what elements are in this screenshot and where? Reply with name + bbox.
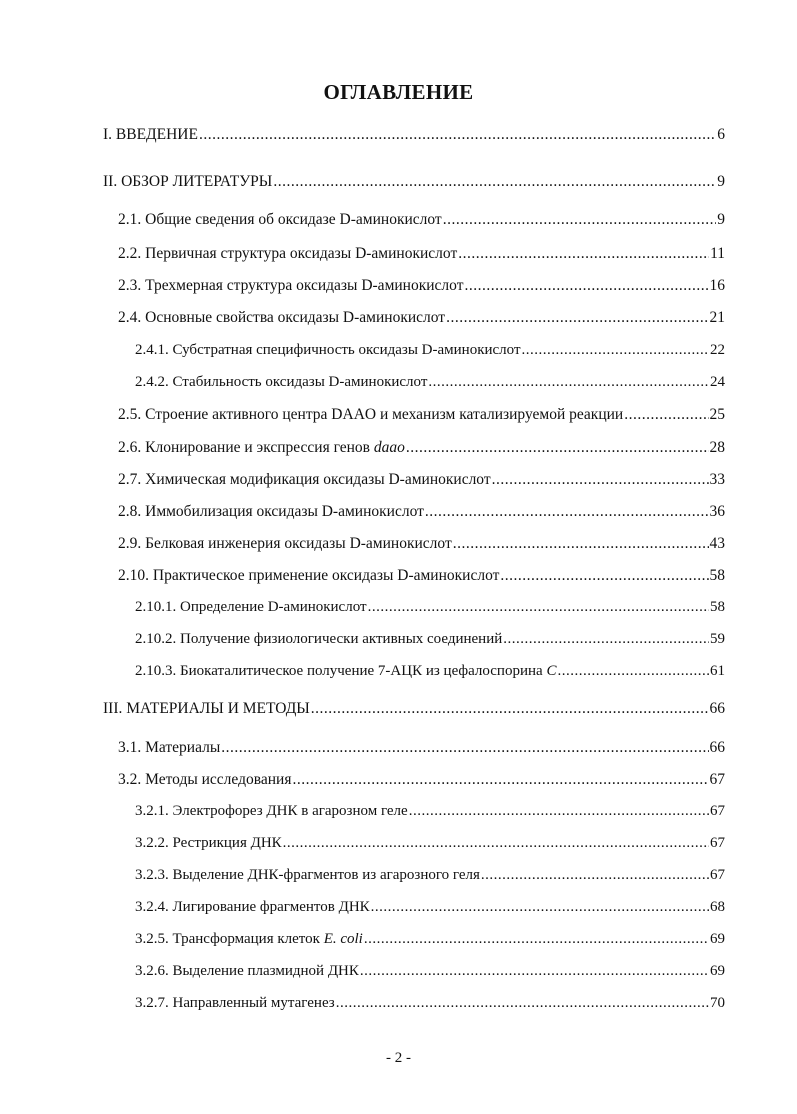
dot-leader: [409, 803, 709, 820]
toc-entry-page: 22: [710, 342, 725, 358]
toc-entry-page: 58: [710, 599, 725, 615]
toc-entry-label: 3.2.7. Направленный мутагенез: [135, 995, 335, 1011]
toc-entry-page: 43: [709, 535, 725, 552]
toc-entry-label-italic: C: [546, 663, 557, 679]
dot-leader: [371, 899, 709, 916]
toc-entry[interactable]: [118, 211, 725, 229]
dot-leader: [458, 245, 709, 263]
toc-entry-label: 2.4. Основные свойства оксидазы D-аминокислот: [118, 309, 446, 326]
toc-entry-label: 3.2.1. Электрофорез ДНК в агарозном геле: [135, 803, 408, 819]
toc-entry-page: 67: [710, 867, 725, 883]
toc-entry[interactable]: [118, 739, 725, 757]
toc-entry[interactable]: [135, 663, 725, 680]
toc-entry-page: 70: [710, 995, 725, 1011]
toc-entry-label: 3.2.4. Лигирование фрагментов ДНК: [135, 899, 370, 915]
dot-leader: [406, 439, 709, 457]
toc-entry-page: 9: [717, 211, 725, 228]
dot-leader: [428, 374, 709, 391]
toc-entry-label: II. ОБЗОР ЛИТЕРАТУРЫ: [103, 173, 273, 190]
dot-leader: [283, 835, 709, 852]
dot-leader: [492, 471, 709, 489]
toc-entry[interactable]: [118, 406, 725, 424]
toc-entry-label: 2.6. Клонирование и экспрессия генов daao: [118, 439, 405, 456]
toc-entry[interactable]: [135, 931, 725, 948]
toc-entry-label: 2.7. Химическая модификация оксидазы D-аминокислот: [118, 471, 491, 488]
toc-entry-page: 58: [709, 567, 725, 584]
dot-leader: [453, 535, 709, 553]
page-title: ОГЛАВЛЕНИЕ: [323, 80, 474, 104]
toc-entry-label: I. ВВЕДЕНИЕ: [103, 126, 198, 143]
toc-entry[interactable]: [118, 277, 725, 295]
dot-leader: [311, 700, 709, 718]
dot-leader: [360, 963, 709, 980]
toc-entry[interactable]: [118, 567, 725, 585]
dot-leader: [557, 663, 709, 680]
toc-entry-page: 59: [710, 631, 725, 647]
toc-entry-label: 2.10.2. Получение физиологически активных соединений: [135, 631, 503, 647]
dot-leader: [336, 995, 709, 1012]
toc-entry-page: 66: [709, 700, 725, 717]
toc-entry[interactable]: [135, 963, 725, 980]
toc-entry-page: 69: [710, 931, 725, 947]
dot-leader: [292, 771, 708, 789]
toc-entry-page: 67: [710, 835, 725, 851]
dot-leader: [464, 277, 708, 295]
toc-entry[interactable]: [135, 803, 725, 820]
toc-entry-page: 6: [717, 126, 725, 143]
toc-entry-page: 11: [710, 245, 725, 262]
toc-entry-label: 2.4.2. Стабильность оксидазы D-аминокислот: [135, 374, 428, 390]
toc-entry[interactable]: [135, 867, 725, 884]
toc-entry-page: 67: [709, 771, 725, 788]
toc-entry-label: 3.2.6. Выделение плазмидной ДНК: [135, 963, 359, 979]
toc-entry-label: 2.8. Иммобилизация оксидазы D-аминокислот: [118, 503, 424, 520]
toc-entry-page: 28: [709, 439, 725, 456]
toc-entry[interactable]: [103, 173, 725, 191]
toc-entry-label: 3.2. Методы исследования: [118, 771, 292, 788]
dot-leader: [522, 342, 709, 359]
dot-leader: [446, 309, 708, 327]
dot-leader: [503, 631, 709, 648]
dot-leader: [368, 599, 709, 616]
toc-entry-page: 25: [709, 406, 725, 423]
toc-entry[interactable]: [103, 126, 725, 144]
toc-entry-label: 2.10. Практическое применение оксидазы D-аминокислот: [118, 567, 500, 584]
dot-leader: [500, 567, 708, 585]
toc-entry[interactable]: [135, 342, 725, 359]
toc-entry-label: 3.2.5. Трансформация клеток E. coli: [135, 931, 363, 947]
toc-entry-label: 3.2.2. Рестрикция ДНК: [135, 835, 282, 851]
toc-entry[interactable]: [103, 700, 725, 718]
toc-entry-label: 2.4.1. Субстратная специфичность оксидазы D-аминокислот: [135, 342, 521, 358]
dot-leader: [624, 406, 708, 424]
toc-entry[interactable]: [118, 245, 725, 263]
toc-entry-page: 67: [710, 803, 725, 819]
page-number: - 2 -: [386, 1050, 411, 1066]
toc-entry-page: 68: [710, 899, 725, 915]
dot-leader: [481, 867, 709, 884]
toc-entry[interactable]: [135, 899, 725, 916]
toc-entry[interactable]: [135, 835, 725, 852]
dot-leader: [443, 211, 717, 229]
toc-entry[interactable]: [118, 309, 725, 327]
toc-entry-label: 2.10.3. Биокаталитическое получение 7-АЦК из цефалоспорина C: [135, 663, 557, 679]
toc-entry-page: 69: [710, 963, 725, 979]
toc-entry-label-italic: E. coli: [323, 931, 363, 947]
toc-entry[interactable]: [118, 771, 725, 789]
toc-entry[interactable]: [118, 503, 725, 521]
toc-entry[interactable]: [135, 631, 725, 648]
dot-leader: [221, 739, 708, 757]
toc-entry-label: 2.3. Трехмерная структура оксидазы D-аминокислот: [118, 277, 464, 294]
toc-entry[interactable]: [118, 439, 725, 457]
toc-entry[interactable]: [135, 995, 725, 1012]
dot-leader: [364, 931, 709, 948]
toc-entry-label: 3.2.3. Выделение ДНК-фрагментов из агарозного геля: [135, 867, 480, 883]
toc-entry-label: 2.5. Строение активного центра DAAO и механизм катализируемой реакции: [118, 406, 624, 423]
toc-entry-page: 16: [709, 277, 725, 294]
toc-entry[interactable]: [118, 535, 725, 553]
toc-entry-label: 2.2. Первичная структура оксидазы D-аминокислот: [118, 245, 458, 262]
dot-leader: [425, 503, 709, 521]
toc-entry[interactable]: [118, 471, 725, 489]
toc-entry[interactable]: [135, 599, 725, 616]
toc-entry-label: 2.10.1. Определение D-аминокислот: [135, 599, 367, 615]
toc-entry-label: 2.9. Белковая инженерия оксидазы D-аминокислот: [118, 535, 452, 552]
toc-entry-page: 21: [709, 309, 725, 326]
toc-entry-page: 36: [709, 503, 725, 520]
toc-entry-page: 61: [710, 663, 725, 679]
toc-entry-label: 2.1. Общие сведения об оксидазе D-аминокислот: [118, 211, 442, 228]
toc-entry-page: 9: [717, 173, 725, 190]
toc-entry-page: 33: [709, 471, 725, 488]
dot-leader: [273, 173, 716, 191]
toc-entry-page: 66: [709, 739, 725, 756]
toc-entry-label: 3.1. Материалы: [118, 739, 221, 756]
toc-entry-label: III. МАТЕРИАЛЫ И МЕТОДЫ: [103, 700, 310, 717]
dot-leader: [199, 126, 716, 144]
toc-entry-page: 24: [710, 374, 725, 390]
toc-entry[interactable]: [135, 374, 725, 391]
toc-entry-label-italic: daao: [373, 439, 405, 456]
